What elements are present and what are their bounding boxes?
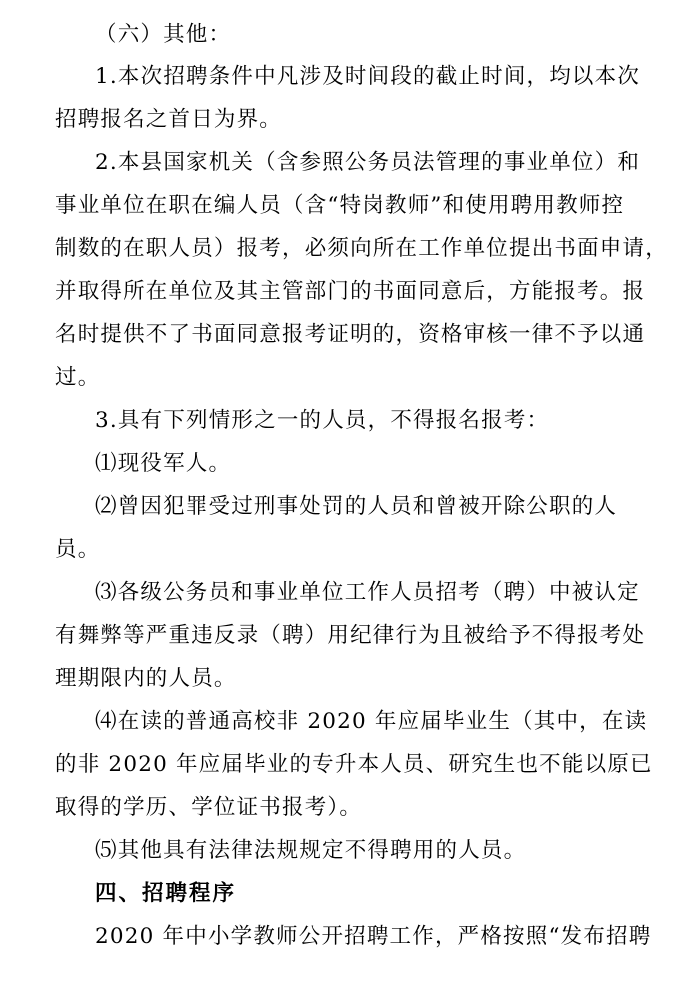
item3-sub2-line2: 员。	[55, 537, 101, 562]
item2-line5: 名时提供不了书面同意报考证明的，资格审核一律不予以通	[55, 322, 646, 347]
item3-sub3-line3: 理期限内的人员。	[55, 666, 237, 691]
item2-line2: 事业单位在职在编人员（含“特岗教师”和使用聘用教师控	[55, 193, 625, 218]
item3-sub3-line2: 有舞弊等严重违反录（聘）用纪律行为且被给予不得报考处	[55, 623, 646, 648]
item3-sub3-line1: ⑶各级公务员和事业单位工作人员招考（聘）中被认定	[95, 580, 640, 605]
item3-sub2-line1: ⑵曾因犯罪受过刑事处罚的人员和曾被开除公职的人	[95, 494, 618, 519]
item2-line6: 过。	[55, 365, 101, 390]
item3-sub5: ⑸其他具有法律法规规定不得聘用的人员。	[95, 838, 527, 863]
item2-line1: 2.本县国家机关（含参照公务员法管理的事业单位）和	[95, 150, 641, 175]
section-six-title: （六）其他：	[95, 22, 232, 47]
item3-sub4-line3: 取得的学历、学位证书报考）。	[55, 795, 363, 820]
item1-line1: 1.本次招聘条件中凡涉及时间段的截止时间，均以本次	[95, 64, 641, 89]
item3-line1: 3.具有下列情形之一的人员，不得报名报考：	[95, 408, 550, 433]
item1-line2: 招聘报名之首日为界。	[55, 107, 283, 132]
item3-sub4-line2: 的非 2020 年应届毕业的专升本人员、研究生也不能以原已	[55, 752, 653, 777]
item3-sub4-line1: ⑷在读的普通高校非 2020 年应届毕业生（其中，在读	[95, 709, 648, 734]
item3-sub1: ⑴现役军人。	[95, 451, 232, 476]
section-four-line1: 2020 年中小学教师公开招聘工作，严格按照“发布招聘	[95, 924, 652, 949]
item2-line3: 制数的在职人员）报考，必须向所在工作单位提出书面申请，	[55, 236, 668, 261]
section-four-title: 四、招聘程序	[95, 881, 237, 906]
item2-line4: 并取得所在单位及其主管部门的书面同意后，方能报考。报	[55, 279, 646, 304]
